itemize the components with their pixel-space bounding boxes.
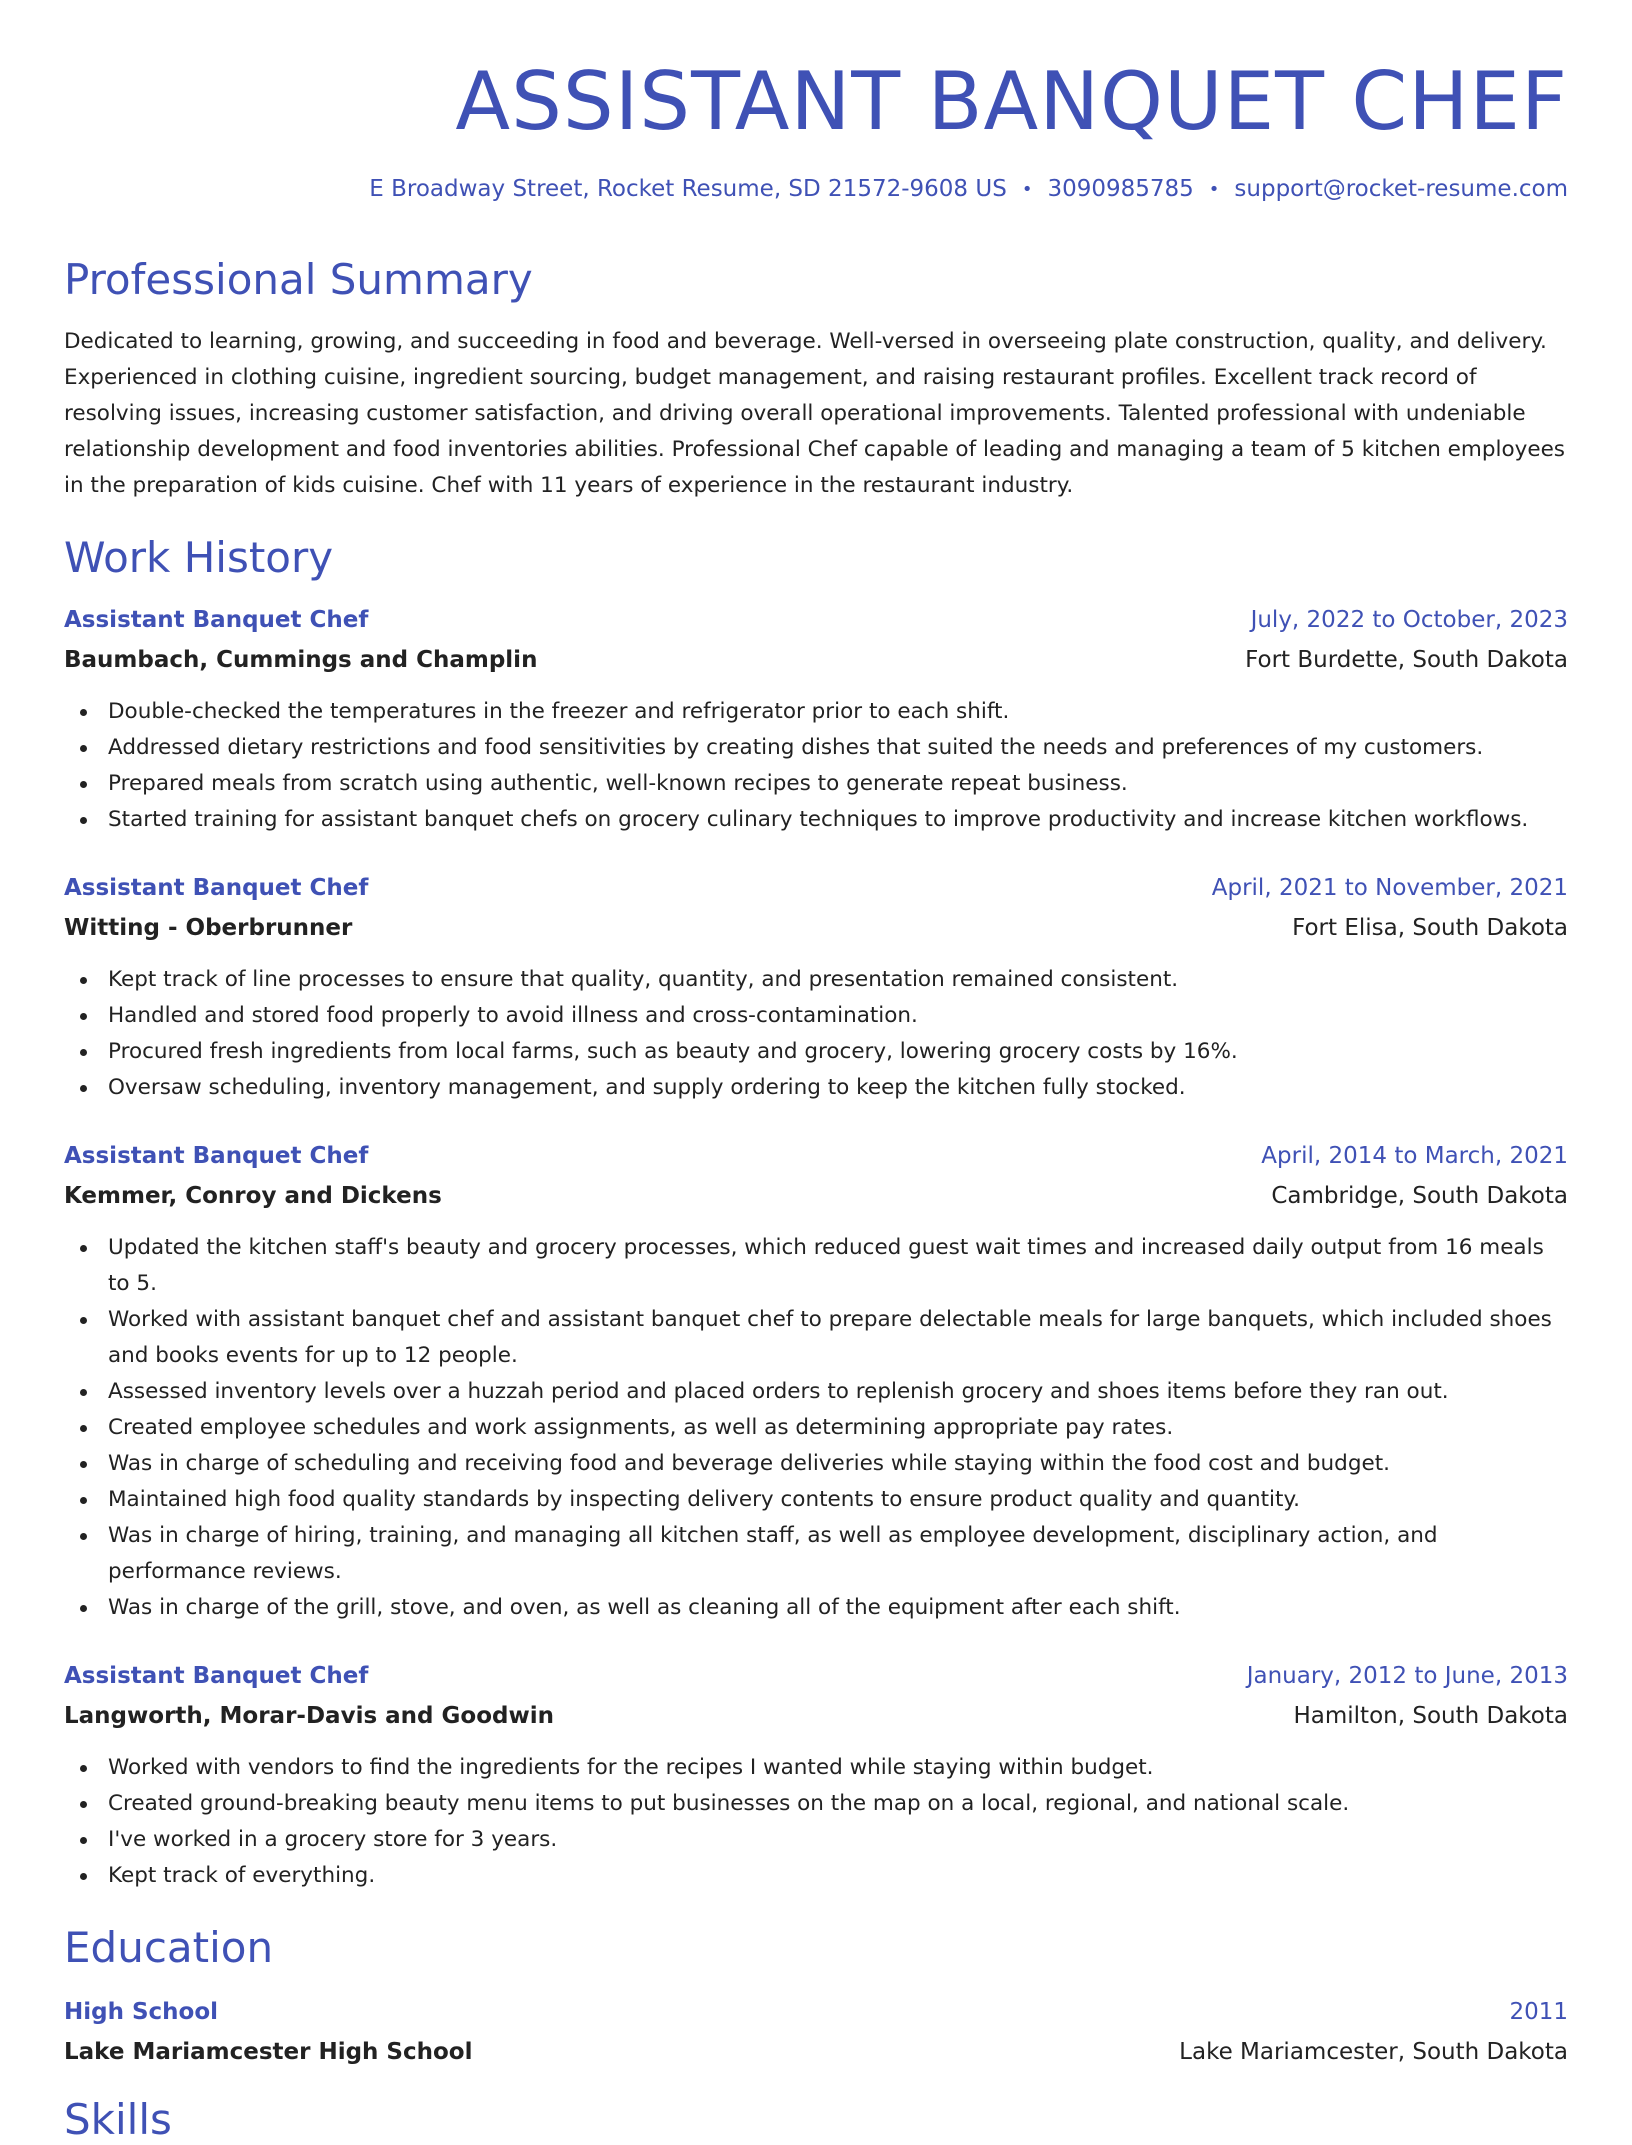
job-entry xyxy=(64,872,1568,1106)
job-employer: Witting - Oberbrunner xyxy=(64,915,353,942)
job-bullet-list xyxy=(64,1750,1568,1894)
job-bullet: Oversaw scheduling, inventory management, and supply ordering to keep the kitchen fully stocked. xyxy=(108,1070,1568,1106)
job-employer: Langworth, Morar-Davis and Goodwin xyxy=(64,1703,554,1730)
job-bullet: Kept track of line processes to ensure that quality, quantity, and presentation remained consistent. xyxy=(108,962,1568,998)
job-bullet-list xyxy=(64,1230,1568,1626)
job-entry xyxy=(64,1660,1568,1894)
education-year: 2011 xyxy=(1509,1999,1568,2026)
job-bullet: Created employee schedules and work assignments, as well as determining appropriate pay rates. xyxy=(108,1410,1568,1446)
job-title: Assistant Banquet Chef xyxy=(64,607,369,634)
job-bullet: Was in charge of the grill, stove, and oven, as well as cleaning all of the equipment after each shift. xyxy=(108,1590,1568,1626)
education-entry xyxy=(64,1996,1568,2068)
job-bullet: Was in charge of hiring, training, and managing all kitchen staff, as well as employee development, disciplinary action, and performance reviews. xyxy=(108,1518,1568,1590)
contact-line xyxy=(64,176,1568,204)
job-title: Assistant Banquet Chef xyxy=(64,1663,369,1690)
section-title-summary: Professional Summary xyxy=(64,254,533,304)
job-employer: Baumbach, Cummings and Champlin xyxy=(64,647,538,674)
job-bullet-list xyxy=(64,694,1568,838)
job-location: Cambridge, South Dakota xyxy=(1271,1183,1568,1210)
section-title-skills: Skills xyxy=(64,2095,172,2145)
job-bullet: Created ground-breaking beauty menu items to put businesses on the map on a local, regional, and national scale. xyxy=(108,1786,1568,1822)
work-history-list xyxy=(64,604,1568,1894)
job-location: Hamilton, South Dakota xyxy=(1293,1703,1568,1730)
contact-address: E Broadway Street, Rocket Resume, SD 21572-9608 US xyxy=(369,176,1007,202)
job-dates: July, 2022 to October, 2023 xyxy=(1250,607,1568,634)
job-bullet: Procured fresh ingredients from local farms, such as beauty and grocery, lowering grocery costs by 16%. xyxy=(108,1034,1568,1070)
resume-name: ASSISTANT BANQUET CHEF xyxy=(455,55,1568,148)
contact-phone: 3090985785 xyxy=(1047,176,1194,202)
job-bullet: Kept track of everything. xyxy=(108,1858,1568,1894)
job-bullet: Addressed dietary restrictions and food sensitivities by creating dishes that suited the needs and preferences of my customers. xyxy=(108,730,1568,766)
education-location: Lake Mariamcester, South Dakota xyxy=(1179,2039,1568,2066)
job-employer: Kemmer, Conroy and Dickens xyxy=(64,1183,442,1210)
job-location: Fort Elisa, South Dakota xyxy=(1292,915,1568,942)
job-bullet: Was in charge of scheduling and receiving food and beverage deliveries while staying within the food cost and budget. xyxy=(108,1446,1568,1482)
job-bullet: Maintained high food quality standards by inspecting delivery contents to ensure product quality and quantity. xyxy=(108,1482,1568,1518)
job-bullet: Prepared meals from scratch using authentic, well-known recipes to generate repeat business. xyxy=(108,766,1568,802)
job-bullet: Updated the kitchen staff's beauty and grocery processes, which reduced guest wait times and increased daily output from 16 meals to 5. xyxy=(108,1230,1568,1302)
job-location: Fort Burdette, South Dakota xyxy=(1245,647,1568,674)
job-entry xyxy=(64,604,1568,838)
contact-email[interactable]: support@rocket-resume.com xyxy=(1234,176,1568,202)
job-bullet: Double-checked the temperatures in the freezer and refrigerator prior to each shift. xyxy=(108,694,1568,730)
separator-dot: • xyxy=(1021,179,1033,200)
job-bullet-list xyxy=(64,962,1568,1106)
job-bullet: Started training for assistant banquet chefs on grocery culinary techniques to improve productivity and increase kitchen workflows. xyxy=(108,802,1568,838)
job-dates: April, 2021 to November, 2021 xyxy=(1211,875,1568,902)
job-dates: January, 2012 to June, 2013 xyxy=(1246,1663,1568,1690)
summary-text: Dedicated to learning, growing, and succeeding in food and beverage. Well-versed in overseeing plate construction, quality, and delivery. Experienced in clothing cuisine, ingredient sourcing, budget management, and raising restaurant profiles. Excellent track record of resolving issues, increasing customer satisfaction, and driving overall operational improvements. Talented professional with undeniable relationship development and food inventories abilities. Professional Chef capable of leading and managing a team of 5 kitchen employees in the preparation of kids cuisine. Chef with 11 years of experience in the restaurant industry. xyxy=(64,328,1566,498)
section-title-education: Education xyxy=(64,1923,274,1973)
education-degree: High School xyxy=(64,1999,219,2026)
job-bullet: Handled and stored food properly to avoid illness and cross-contamination. xyxy=(108,998,1568,1034)
education-school: Lake Mariamcester High School xyxy=(64,2039,473,2066)
job-title: Assistant Banquet Chef xyxy=(64,875,369,902)
section-title-work-history: Work History xyxy=(64,532,334,582)
job-bullet: I've worked in a grocery store for 3 years. xyxy=(108,1822,1568,1858)
job-bullet: Worked with vendors to find the ingredients for the recipes I wanted while staying within budget. xyxy=(108,1750,1568,1786)
job-entry xyxy=(64,1140,1568,1626)
separator-dot: • xyxy=(1208,179,1220,200)
job-dates: April, 2014 to March, 2021 xyxy=(1261,1143,1568,1170)
job-bullet: Assessed inventory levels over a huzzah period and placed orders to replenish grocery and shoes items before they ran out. xyxy=(108,1374,1568,1410)
job-bullet: Worked with assistant banquet chef and assistant banquet chef to prepare delectable meals for large banquets, which included shoes and books events for up to 12 people. xyxy=(108,1302,1568,1374)
resume-page xyxy=(64,0,1568,2145)
job-title: Assistant Banquet Chef xyxy=(64,1143,369,1170)
